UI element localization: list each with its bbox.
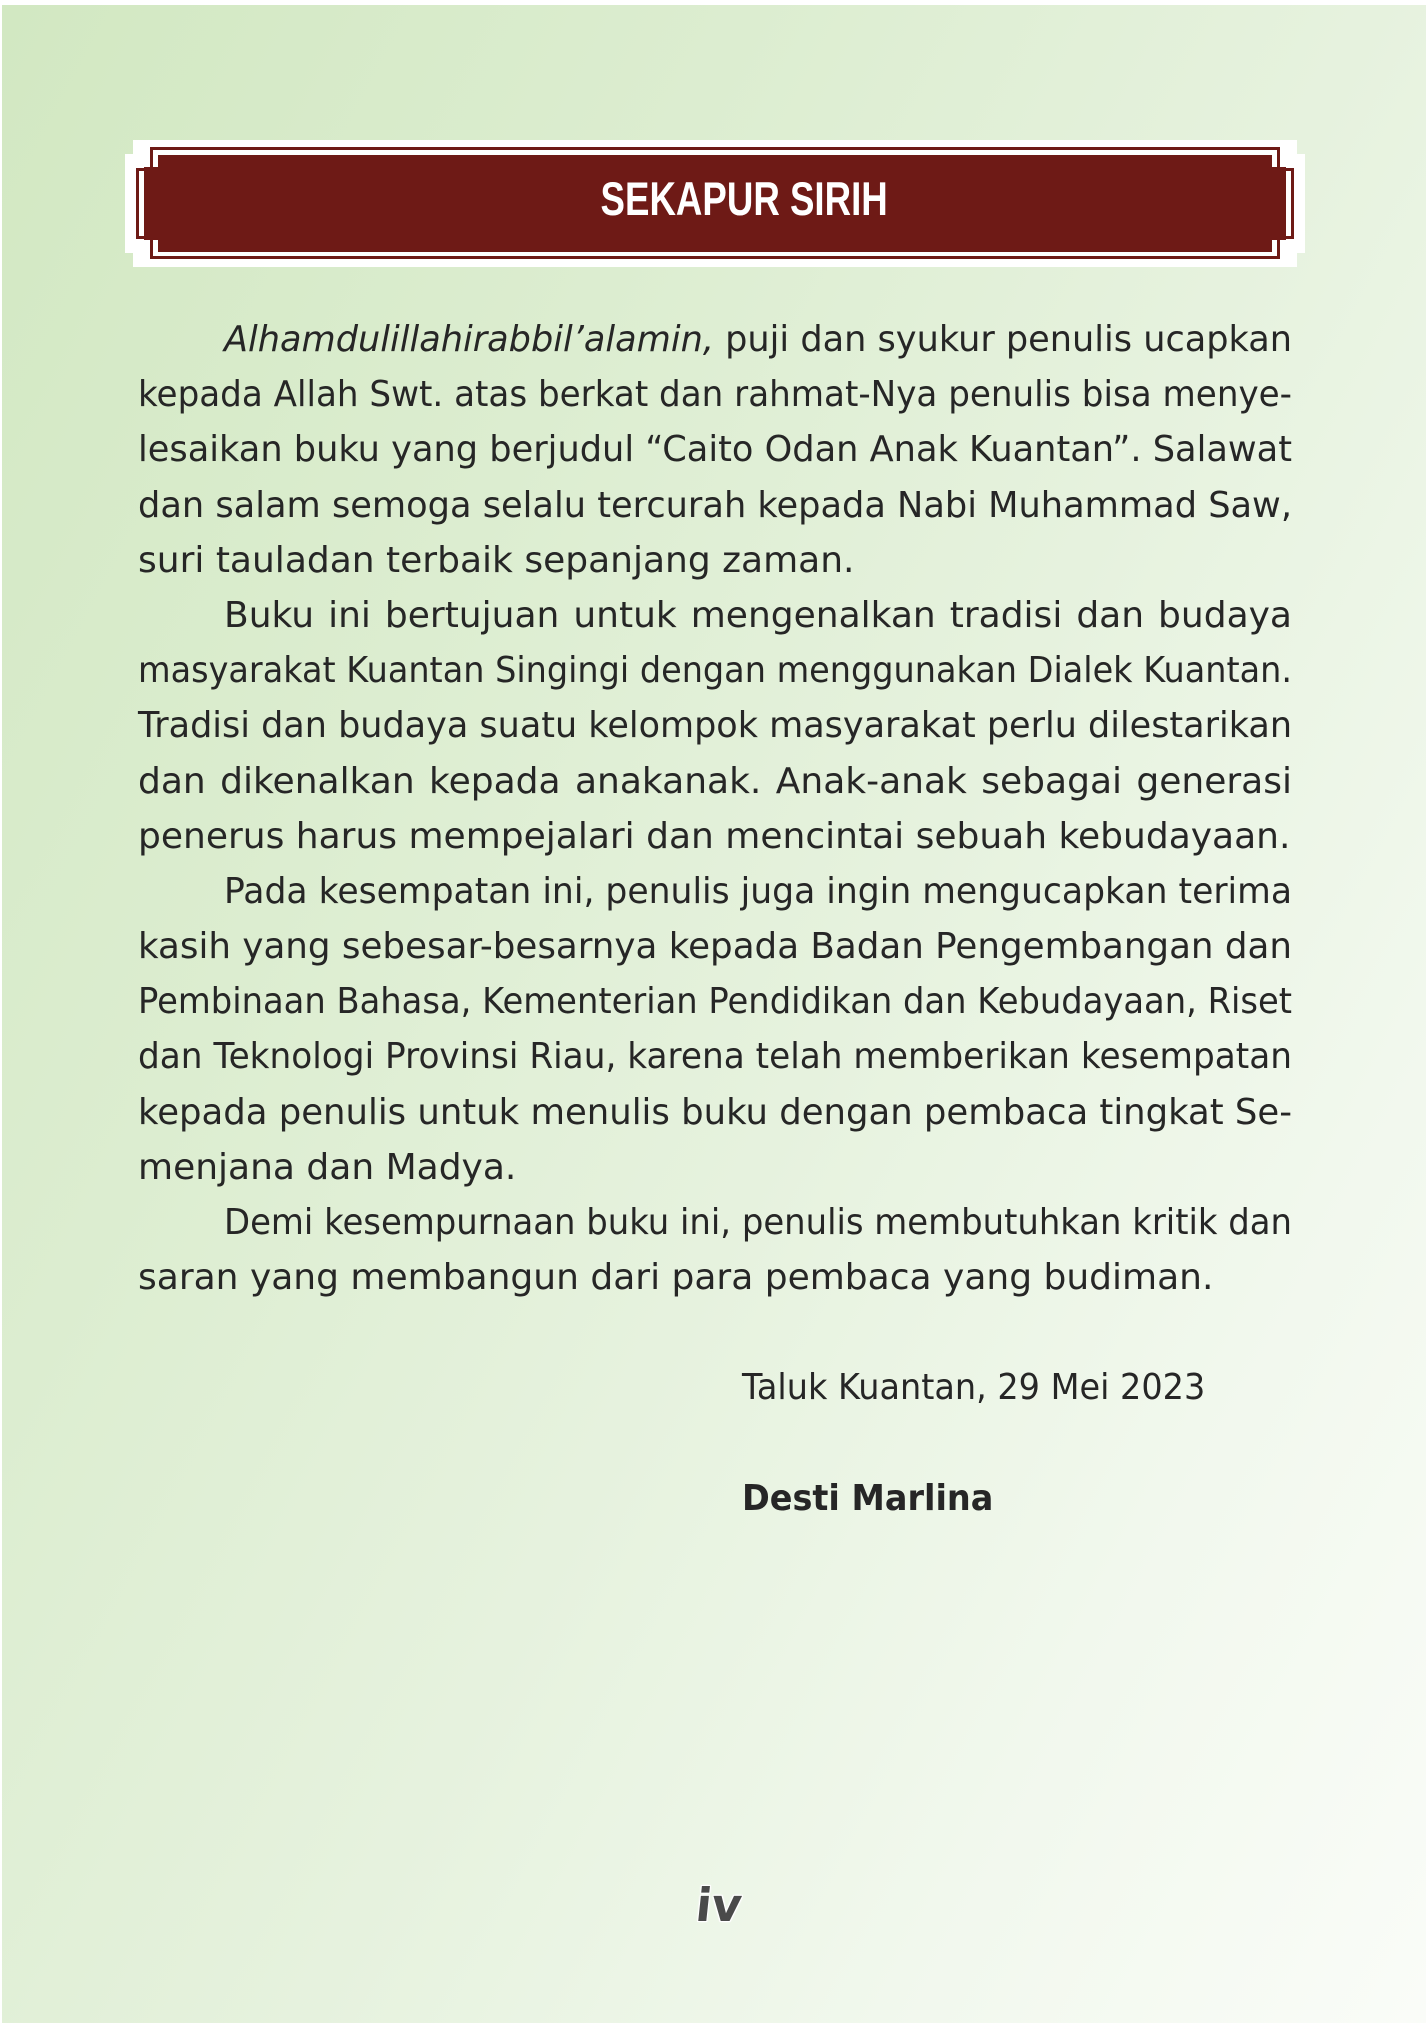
text-line: Demi kesempurnaan buku ini, penulis membutuhkan kritik dan	[224, 1202, 1292, 1243]
text-line: lesaikan buku yang berjudul “Caito Odan Anak Kuantan”. Salawat	[138, 429, 1292, 471]
text-line: kepada Allah Swt. atas berkat dan rahmat-Nya penulis bisa menye-	[138, 374, 1292, 416]
text-line: Tradisi dan budaya suatu kelompok masyarakat perlu dilestarikan	[138, 705, 1292, 747]
paragraph	[138, 864, 1292, 1195]
text-line: Alhamdulillahirabbil’alamin, puji dan syukur penulis ucapkan	[224, 319, 1292, 360]
page-number: iv	[693, 1878, 745, 1932]
page-title: SEKAPUR SIRIH	[600, 172, 888, 225]
paragraph	[138, 1195, 1292, 1305]
text-line: kasih yang sebesar-besarnya kepada Badan Pengembangan dan	[138, 926, 1292, 968]
paragraph	[138, 312, 1292, 588]
text-line: dan salam semoga selalu tercurah kepada Nabi Muhammad Saw,	[138, 484, 1292, 526]
place-date: Taluk Kuantan, 29 Mei 2023	[742, 1367, 1206, 1408]
banner-frame-icon	[2, 5, 1426, 305]
text-line: Pada kesempatan ini, penulis juga ingin mengucapkan terima	[224, 870, 1292, 912]
paragraph	[138, 588, 1292, 864]
text-line: masyarakat Kuantan Singingi dengan menggunakan Dialek Kuantan.	[138, 650, 1292, 692]
italic-phrase: Alhamdulillahirabbil’alamin,	[224, 319, 714, 360]
text-line: penerus harus mempejalari dan mencintai sebuah kebudayaan.	[138, 815, 1291, 857]
text-line: saran yang membangun dari para pembaca yang budiman.	[138, 1257, 1214, 1299]
text-line: suri tauladan terbaik sepanjang zaman.	[138, 539, 855, 581]
text-line: Pembinaan Bahasa, Kementerian Pendidikan dan Kebudayaan, Riset	[138, 981, 1292, 1023]
author-name: Desti Marlina	[742, 1478, 994, 1519]
text-line: menjana dan Madya.	[138, 1146, 517, 1188]
book-page	[2, 5, 1426, 2023]
text-line: dan dikenalkan kepada anakanak. Anak-anak sebagai generasi	[138, 760, 1292, 802]
title-banner	[2, 5, 1426, 305]
text-line: kepada penulis untuk menulis buku dengan pembaca tingkat Se-	[138, 1091, 1292, 1133]
text-line: dan Teknologi Provinsi Riau, karena telah memberikan kesempatan	[138, 1036, 1292, 1078]
text-line: Buku ini bertujuan untuk mengenalkan tradisi dan budaya	[224, 594, 1292, 636]
body-text	[138, 312, 1292, 1305]
